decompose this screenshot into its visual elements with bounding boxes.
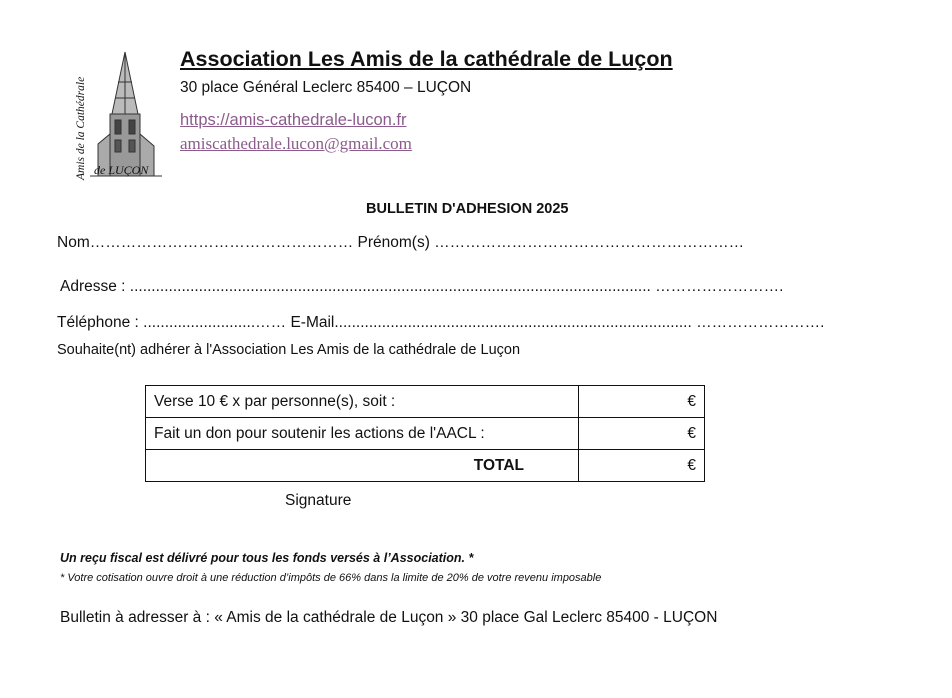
membership-intent: Souhaite(nt) adhérer à l'Association Les Amis de la cathédrale de Luçon xyxy=(57,342,521,358)
fee-amount-cell[interactable]: € xyxy=(579,386,705,418)
table-row xyxy=(146,418,705,450)
logo-text-bottom: de LUÇON xyxy=(94,163,149,177)
cathedral-logo xyxy=(70,48,168,186)
org-name: Association Les Amis de la cathédrale de Luçon xyxy=(180,47,673,71)
donation-amount-cell[interactable]: € xyxy=(579,418,705,450)
tax-footnote: * Votre cotisation ouvre droit à une réduction d’impôts de 66% dans la limite de 20% de votre revenu imposable xyxy=(60,572,602,584)
donation-label: Fait un don pour soutenir les actions de l'AACL : xyxy=(146,418,579,450)
email-link[interactable]: amiscathedrale.lucon@gmail.com xyxy=(180,134,412,153)
mail-to-address: Bulletin à adresser à : « Amis de la cathédrale de Luçon » 30 place Gal Leclerc 85400 - LUÇON xyxy=(60,609,718,626)
total-amount-cell[interactable]: € xyxy=(579,450,705,482)
total-label: TOTAL xyxy=(146,450,579,482)
name-field-line[interactable]: Nom…………………………………………… Prénom(s) …………………………………………………… xyxy=(57,234,745,251)
tax-receipt-note: Un reçu fiscal est délivré pour tous les fonds versés à l’Association. * xyxy=(60,551,474,565)
phone-email-field-line[interactable]: Téléphone : ..........................…… E-Mail................................................................................... ……………………. xyxy=(57,314,825,331)
fees-table xyxy=(145,385,705,482)
signature-label: Signature xyxy=(285,492,352,509)
table-row xyxy=(146,450,705,482)
website-link[interactable]: https://amis-cathedrale-lucon.fr xyxy=(180,111,407,129)
logo-text-vertical: Amis de la Cathédrale xyxy=(75,76,87,180)
org-address: 30 place Général Leclerc 85400 – LUÇON xyxy=(180,79,472,96)
fee-label: Verse 10 € x par personne(s), soit : xyxy=(146,386,579,418)
address-field-line[interactable]: Adresse : ......................................................................................................................... ……………………. xyxy=(60,278,784,295)
table-row xyxy=(146,386,705,418)
form-title: BULLETIN D'ADHESION 2025 xyxy=(366,201,569,217)
